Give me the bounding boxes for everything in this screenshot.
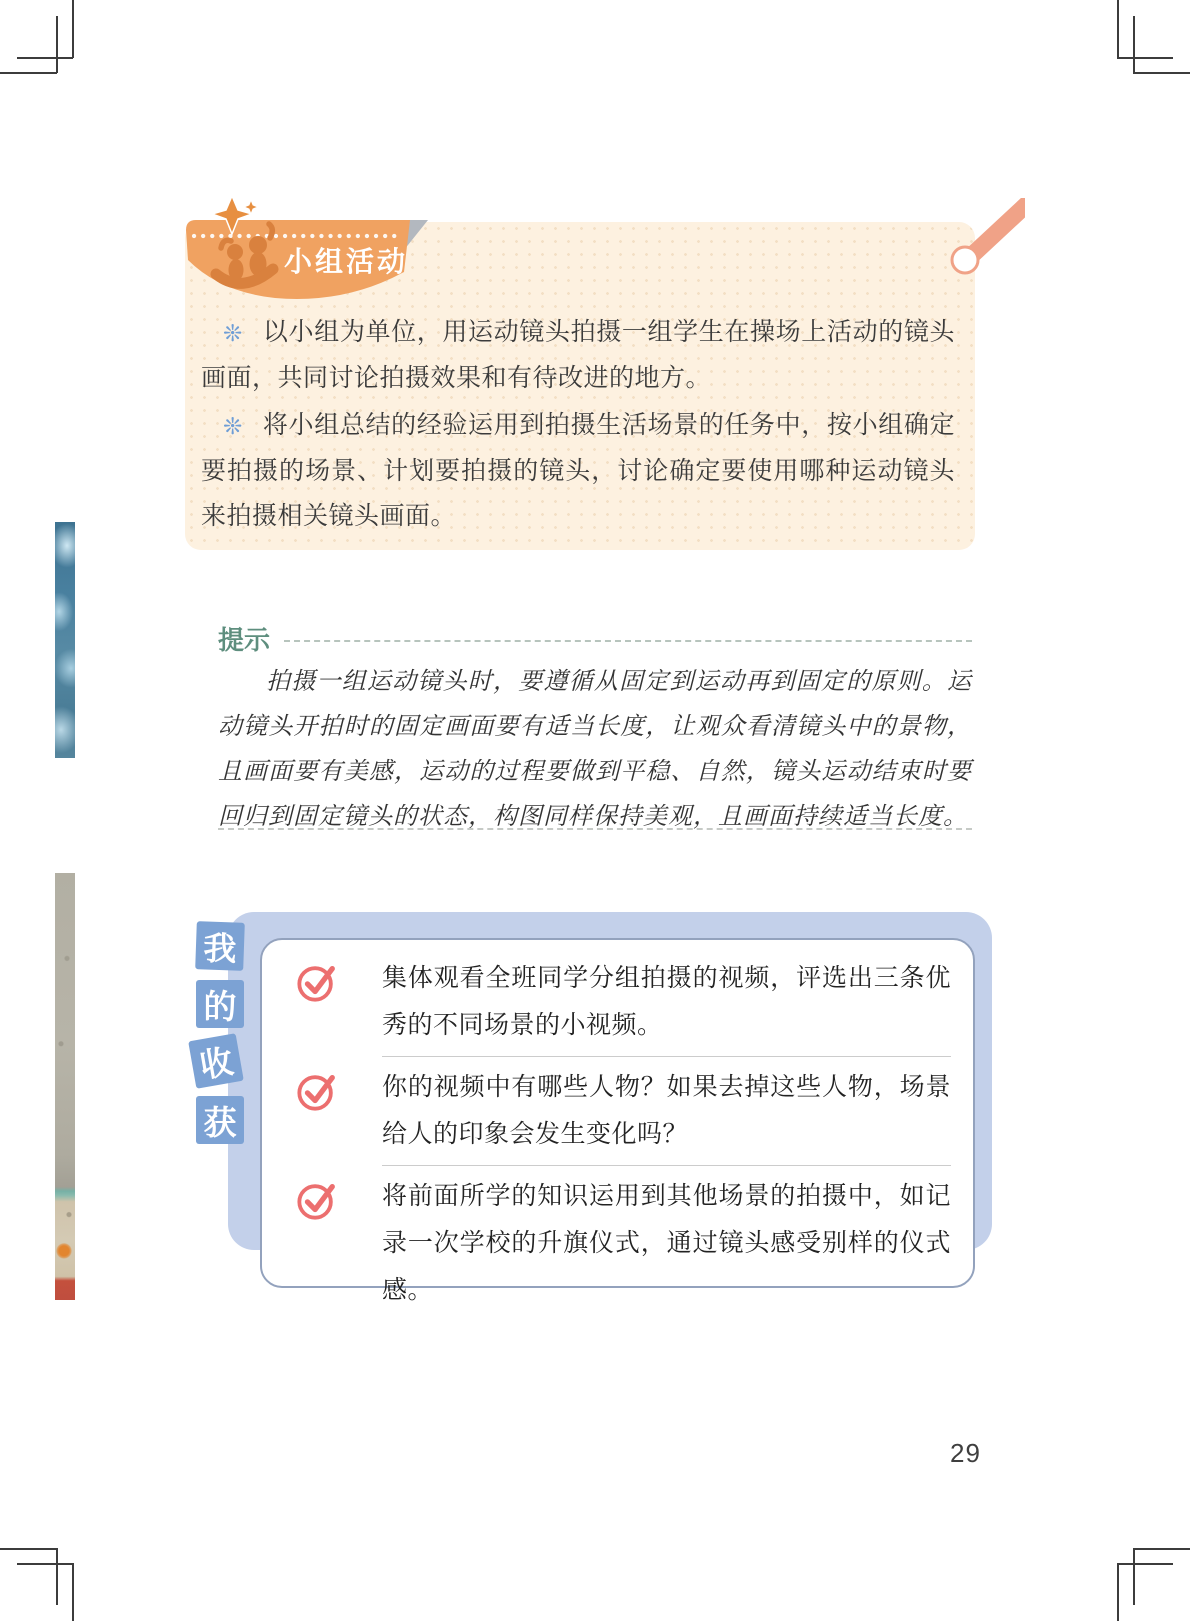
activity-item <box>201 403 955 539</box>
activity-item <box>201 310 955 401</box>
crop-mark <box>17 57 73 59</box>
tip-header <box>218 620 972 657</box>
gains-item <box>296 1064 951 1158</box>
gains-label-char: 获 <box>196 1096 244 1144</box>
activity-item-text: 以小组为单位，用运动镜头拍摄一组学生在操场上活动的镜头画面，共同讨论拍摄效果和有待改进的地方。 <box>201 319 955 392</box>
activity-badge-title: 小组活动 <box>284 246 409 277</box>
crop-mark <box>1133 72 1190 74</box>
snowflake-bullet-icon: ❊ <box>223 321 243 347</box>
crop-mark <box>17 1563 73 1565</box>
activity-item-text: 将小组总结的经验运用到拍摄生活场景的任务中，按小组确定要拍摄的场景、计划要拍摄的镜头，讨论确定要使用哪种运动镜头来拍摄相关镜头画面。 <box>201 412 955 530</box>
check-circle-icon <box>296 961 338 1003</box>
tip-dashed-line <box>284 640 972 642</box>
divider <box>382 1165 951 1166</box>
gains-item-text: 集体观看全班同学分组拍摄的视频，评选出三条优秀的不同场景的小视频。 <box>382 965 951 1039</box>
crop-mark <box>1117 1563 1173 1565</box>
crop-mark <box>1117 57 1173 59</box>
crop-mark <box>1117 1563 1119 1621</box>
gains-label-char: 收 <box>188 1033 244 1089</box>
tip-label: 提示 <box>218 625 271 655</box>
crop-mark <box>56 16 58 73</box>
gains-item-text: 你的视频中有哪些人物？如果去掉这些人物，场景给人的印象会发生变化吗？ <box>382 1074 951 1148</box>
gains-label-char: 我 <box>195 921 245 971</box>
gains-panel <box>260 938 975 1304</box>
crop-mark <box>1133 16 1135 73</box>
crop-mark <box>72 0 74 58</box>
margin-photo-strip-blue <box>55 522 75 758</box>
tip-bottom-dashed-line <box>218 828 972 830</box>
margin-photo-strip-texture <box>55 873 75 1300</box>
crop-mark <box>1133 1548 1190 1550</box>
crop-mark <box>56 1548 58 1605</box>
crop-mark <box>0 1548 57 1550</box>
divider <box>382 1056 951 1057</box>
gains-item-text: 将前面所学的知识运用到其他场景的拍摄中，如记录一次学校的升旗仪式，通过镜头感受别样的仪式感。 <box>382 1183 951 1304</box>
check-circle-icon <box>296 1070 338 1112</box>
gains-label-char: 的 <box>196 980 244 1028</box>
page-number: 29 <box>950 1438 981 1468</box>
crop-mark <box>1117 0 1119 58</box>
crop-mark <box>0 72 57 74</box>
gains-item <box>296 955 951 1049</box>
check-circle-icon <box>296 1179 338 1221</box>
crop-mark <box>1133 1548 1135 1605</box>
pencil-icon <box>935 198 1025 276</box>
snowflake-bullet-icon: ❊ <box>223 414 243 440</box>
crop-mark <box>72 1563 74 1621</box>
gains-item <box>296 1173 951 1314</box>
tip-paragraph: 拍摄一组运动镜头时，要遵循从固定到运动再到固定的原则。运动镜头开拍时的固定画面要有适当长度，让观众看清镜头中的景物，且画面要有美感，运动的过程要做到平稳、自然，镜头运动结束时要回归到固定镜头的状态，构图同样保持美观，且画面持续适当长度。 <box>218 669 972 830</box>
